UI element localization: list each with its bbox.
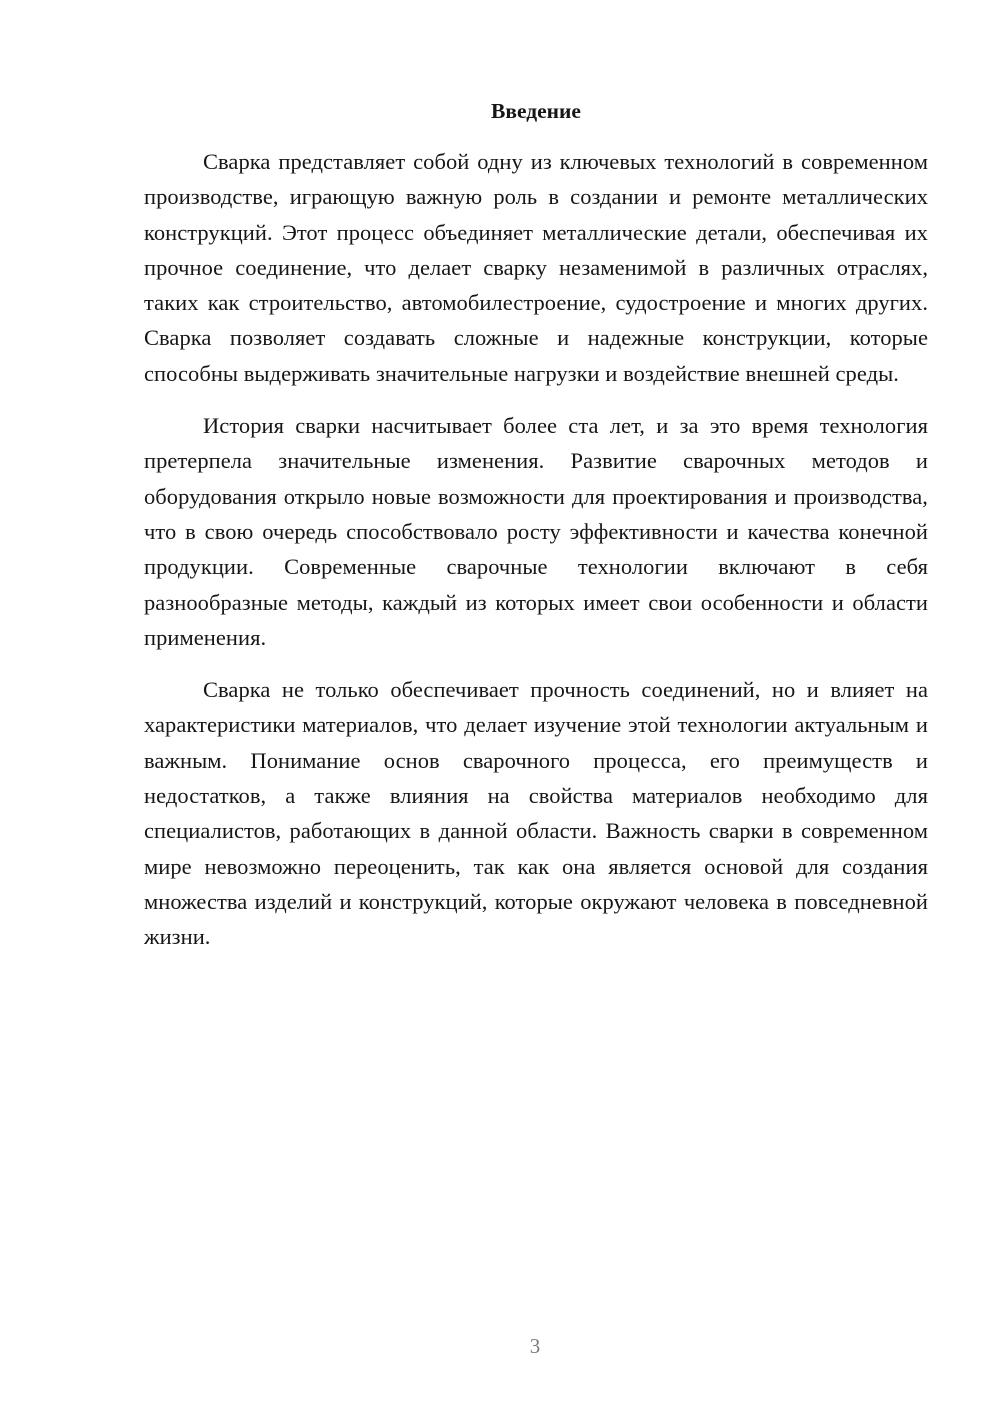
paragraph-3: Сварка не только обеспечивает прочность соединений, но и влияет на характеристики материалов, что делает изучение этой технологии актуальным и важным. Понимание основ сварочного процесса, его преимуществ и недостатков, а также влияния на свойства материалов необходимо для специалистов, работающих в данной области. Важность сварки в современном мире невозможно переоценить, так как она является основой для создания множества изделий и конструкций, которые окружают человека в повседневной жизни. — [144, 677, 928, 950]
section-title: Введение — [491, 99, 581, 123]
paragraph-2: История сварки насчитывает более ста лет, и за это время технология претерпела значительные изменения. Развитие сварочных методов и оборудования открыло новые возможности для проектирования и производства, что в свою очередь способствовало росту эффективности и качества конечной продукции. Современные сварочные технологии включают в себя разнообразные методы, каждый из которых имеет свои особенности и области применения. — [144, 413, 928, 650]
page-content — [144, 97, 928, 972]
page-number: 3 — [529, 1334, 541, 1358]
paragraph-1: Сварка представляет собой одну из ключевых технологий в современном производстве, играющую важную роль в создании и ремонте металлических конструкций. Этот процесс объединяет металлические детали, обеспечивая их прочное соединение, что делает сварку незаменимой в различных отраслях, таких как строительство, автомобилестроение, судостроение и многих других. Сварка позволяет создавать сложные и надежные конструкции, которые способны выдерживать значительные нагрузки и воздействие внешней среды. — [144, 149, 928, 386]
